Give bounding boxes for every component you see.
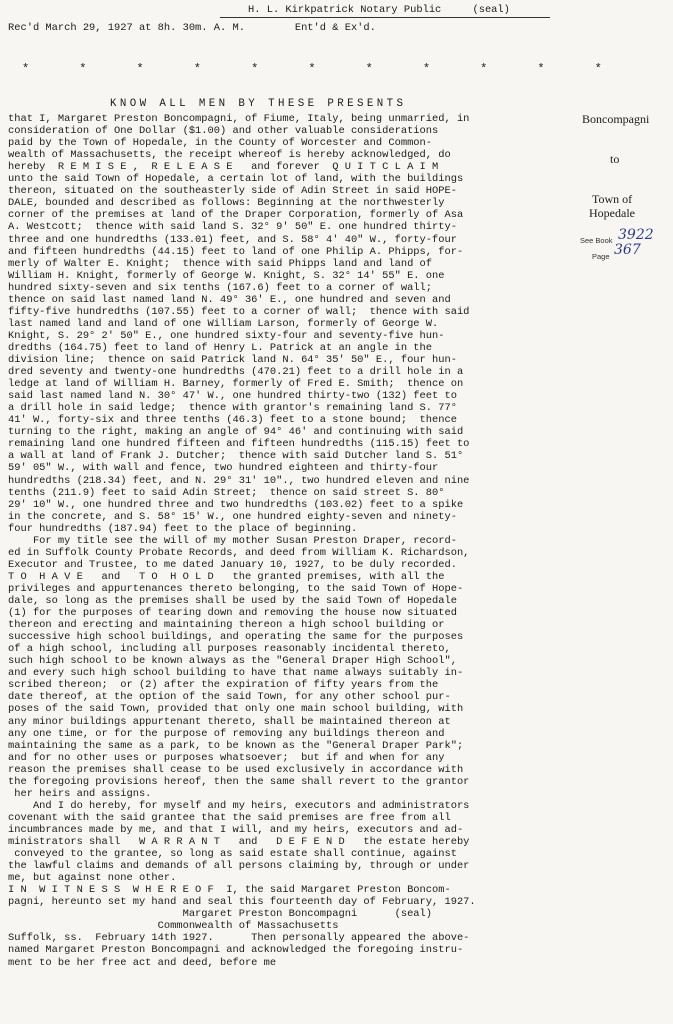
text-line: T O H A V E and T O H O L D the granted premises, with all the — [8, 570, 445, 583]
text-line: Suffolk, ss. February 14th 1927. Then personally appeared the above- — [8, 932, 470, 945]
text-line: corner of the premises at land of the Draper Corporation, formerly of Asa — [8, 209, 464, 222]
margin-to: to — [610, 152, 620, 166]
star: * — [365, 62, 373, 76]
text-line: hundredths (218.34) feet, and N. 29° 31' 10"., two hundred eleven and nine — [8, 474, 470, 487]
text-line: Executor and Trustee, to me dated January 10, 1927, to be duly recorded. — [8, 558, 457, 571]
text-line: division line; thence on said Patrick land N. 64° 35' 50" E., four hun- — [8, 354, 457, 366]
text-line: last named land and land of one William Larson, formerly of George W. — [8, 317, 439, 330]
text-line: wealth of Massachusetts, the receipt whereof is hereby acknowledged, do — [8, 149, 451, 162]
text-line: And I do hereby, for myself and my heirs, executors and administrators — [8, 799, 470, 812]
text-line: maintaining the same as a park, to be known as the "General Draper Park"; — [8, 739, 464, 752]
text-line: ledge at land of William H. Barney, formerly of Fred E. Smith; thence on — [8, 378, 464, 391]
margin-grantor: Boncompagni — [582, 112, 650, 126]
text-line: that I, Margaret Preston Boncompagni, of Fiume, Italy, being unmarried, in — [8, 113, 470, 125]
text-line: dred seventy and twenty-one hundredths (470.21) feet to a drill hole in a — [8, 366, 464, 379]
text-line: hereby R E M I S E , R E L E A S E and forever Q U I T C L A I M — [8, 161, 439, 174]
text-line: A. Westcott; thence with said land S. 32° 9' 50" E. one hundred thirty- — [8, 221, 457, 234]
text-line: dredths (164.75) feet to land of Henry L. Patrick at an angle in the — [8, 341, 433, 354]
text-line: date thereof, at the option of the said Town, for any other school pur- — [8, 691, 451, 704]
text-line: thereon, situated on the southeasterly side of Adin Street in said HOPE- — [8, 185, 457, 198]
text-line: reason the premises shall cease to be used exclusively in accordance with — [8, 763, 464, 776]
text-line: and for no other uses or purposes whatsoever; but if and when for any — [8, 751, 445, 764]
text-line: dale, so long as the premises shall be used by the said Town of Hopedale — [8, 595, 457, 607]
star: * — [594, 62, 602, 76]
text-line: of a high school, including all purposes reasonably incidental thereto, — [8, 643, 451, 656]
text-line: unto the said Town of Hopedale, a certain lot of land, with the buildings — [8, 173, 464, 186]
text-line: remaining land one hundred fifteen and fifteen hundredths (115.15) feet to — [8, 438, 470, 451]
text-line: privileges and appurtenances thereto belonging, to the said Town of Hope- — [8, 582, 464, 595]
text-line: me, but against none other. — [8, 872, 177, 885]
text-line: (1) for the purposes of tearing down and removing the house now situated — [8, 607, 457, 620]
text-line: any minor buildings appurtenant thereto, shall be maintained thereon at — [8, 715, 451, 728]
text-line: her heirs and assigns. — [8, 787, 152, 800]
text-line: 29' 10" W., one hundred three and two hundredths (103.02) feet to a spike — [8, 498, 464, 511]
text-line: Margaret Preston Boncompagni (seal) — [8, 908, 433, 921]
text-line: a drill hole in said ledge; thence with grantor's remaining land S. 77° — [8, 402, 457, 415]
text-line: For my title see the will of my mother Susan Preston Draper, record- — [8, 534, 457, 547]
text-line: DALE, bounded and described as follows: Beginning at the northwesterly — [8, 197, 445, 210]
text-line: I N W I T N E S S W H E R E O F I, the said Margaret Preston Boncom- — [8, 884, 451, 897]
text-line: such high school to be known always as the "General Draper High School", — [8, 655, 457, 668]
book-label: See Book — [580, 236, 613, 245]
star: * — [251, 62, 259, 76]
text-line: hundred sixty-seven and six tenths (167.6) feet to a corner of wall; — [8, 281, 433, 294]
header-rule — [220, 17, 550, 18]
text-line: and every such high school building to have that name always suitably in- — [8, 667, 464, 680]
text-line: ment to be her free act and deed, before me — [8, 956, 277, 969]
star: * — [537, 62, 545, 76]
text-line: a wall at land of Frank J. Dutcher; thence with said Dutcher land S. 51° — [8, 450, 464, 463]
text-line: consideration of One Dollar ($1.00) and other valuable considerations — [8, 125, 439, 138]
text-line: tenths (211.9) feet to said Adin Street; thence on said street S. 80° — [8, 486, 445, 499]
text-line: turning to the right, making an angle of 94° 46' and continuing with said — [8, 426, 464, 439]
star: * — [422, 62, 431, 76]
text-line: conveyed to the grantee, so long as said estate shall continue, against — [8, 848, 457, 861]
text-line: said last named land N. 30° 47' W., one hundred thirty-two (132) feet to — [8, 390, 457, 403]
text-line: poses of the said Town, provided that only one main school building, with — [8, 703, 464, 716]
text-line: 59' 05" W., with wall and fence, two hundred eighteen and thirty-four — [8, 462, 439, 475]
text-line: the foregoing provisions hereof, then the same shall revert to the grantor — [8, 775, 470, 788]
text-line: Commonwealth of Massachusetts — [8, 920, 339, 933]
text-line: pagni, hereunto set my hand and seal this fourteenth day of February, 1927. — [8, 896, 476, 909]
text-line: incumbrances made by me, and that I will, and my heirs, executors and ad- — [8, 823, 464, 836]
text-line: covenant with the said grantee that the said premises are free from all — [8, 811, 451, 824]
star: * — [480, 62, 488, 76]
text-line: William H. Knight, formerly of George W. Knight, S. 32° 14' 55" E. one — [8, 269, 445, 282]
separator-stars — [22, 62, 602, 76]
text-line: three and one hundredths (133.01) feet, and S. 58° 4' 40" W., forty-four — [8, 233, 457, 246]
page-label: Page — [592, 252, 610, 261]
text-line: paid by the Town of Hopedale, in the County of Worcester and Common- — [8, 137, 433, 150]
text-line: thereon and erecting and maintaining thereon a high school building or — [8, 619, 445, 632]
text-line: scribed thereon; or (2) after the expiration of fifty years from the — [8, 679, 439, 692]
page-number-handwritten: 367 — [614, 242, 641, 258]
text-line: ed in Suffolk County Probate Records, and deed from William K. Richardson, — [8, 546, 470, 559]
text-line: successive high school buildings, and operating the same for the purposes — [8, 631, 464, 644]
text-line: merly of Walter E. Knight; thence with said Phipps land and land of — [8, 257, 433, 270]
document-title: KNOW ALL MEN BY THESE PRESENTS — [110, 98, 407, 110]
star: * — [79, 62, 87, 76]
text-line: four hundredths (187.94) feet to the place of beginning. — [8, 522, 358, 535]
notary-header: H. L. Kirkpatrick Notary Public (seal) — [248, 4, 510, 16]
text-line: the lawful claims and demands of all persons claiming by, through or under — [8, 860, 470, 873]
text-line: in the concrete, and S. 58° 15' W., one hundred eighty-seven and ninety- — [8, 510, 457, 523]
text-line: any one time, or for the purpose of removing any buildings thereon and — [8, 727, 445, 740]
text-line: and fifteen hundredths (44.15) feet to land of one Philip A. Phipps, for- — [8, 245, 464, 258]
text-line: named Margaret Preston Boncompagni and acknowledged the foregoing instru- — [8, 944, 464, 957]
star: * — [308, 62, 316, 76]
text-line: thence on said last named land N. 49° 36' E., one hundred and seven and — [8, 293, 451, 306]
star: * — [22, 62, 30, 76]
text-line: fifty-five hundredths (107.55) feet to a corner of wall; thence with said — [8, 305, 470, 318]
star: * — [193, 62, 201, 76]
text-line: Knight, S. 29° 2' 50" E., one hundred sixty-four and seventy-five hun- — [8, 329, 445, 342]
text-line: ministrators shall W A R R A N T and D E F E N D the estate hereby — [8, 836, 470, 848]
text-line: 41' W., forty-six and three tenths (46.3) feet to a stone bound; thence — [8, 414, 457, 427]
margin-grantee-line2: Hopedale — [589, 206, 635, 220]
book-number-handwritten: 3922 — [618, 227, 654, 243]
margin-grantee-line1: Town of — [592, 192, 633, 206]
received-line: Rec'd March 29, 1927 at 8h. 30m. A. M. Ent'd & Ex'd. — [8, 22, 376, 34]
star: * — [136, 62, 144, 76]
